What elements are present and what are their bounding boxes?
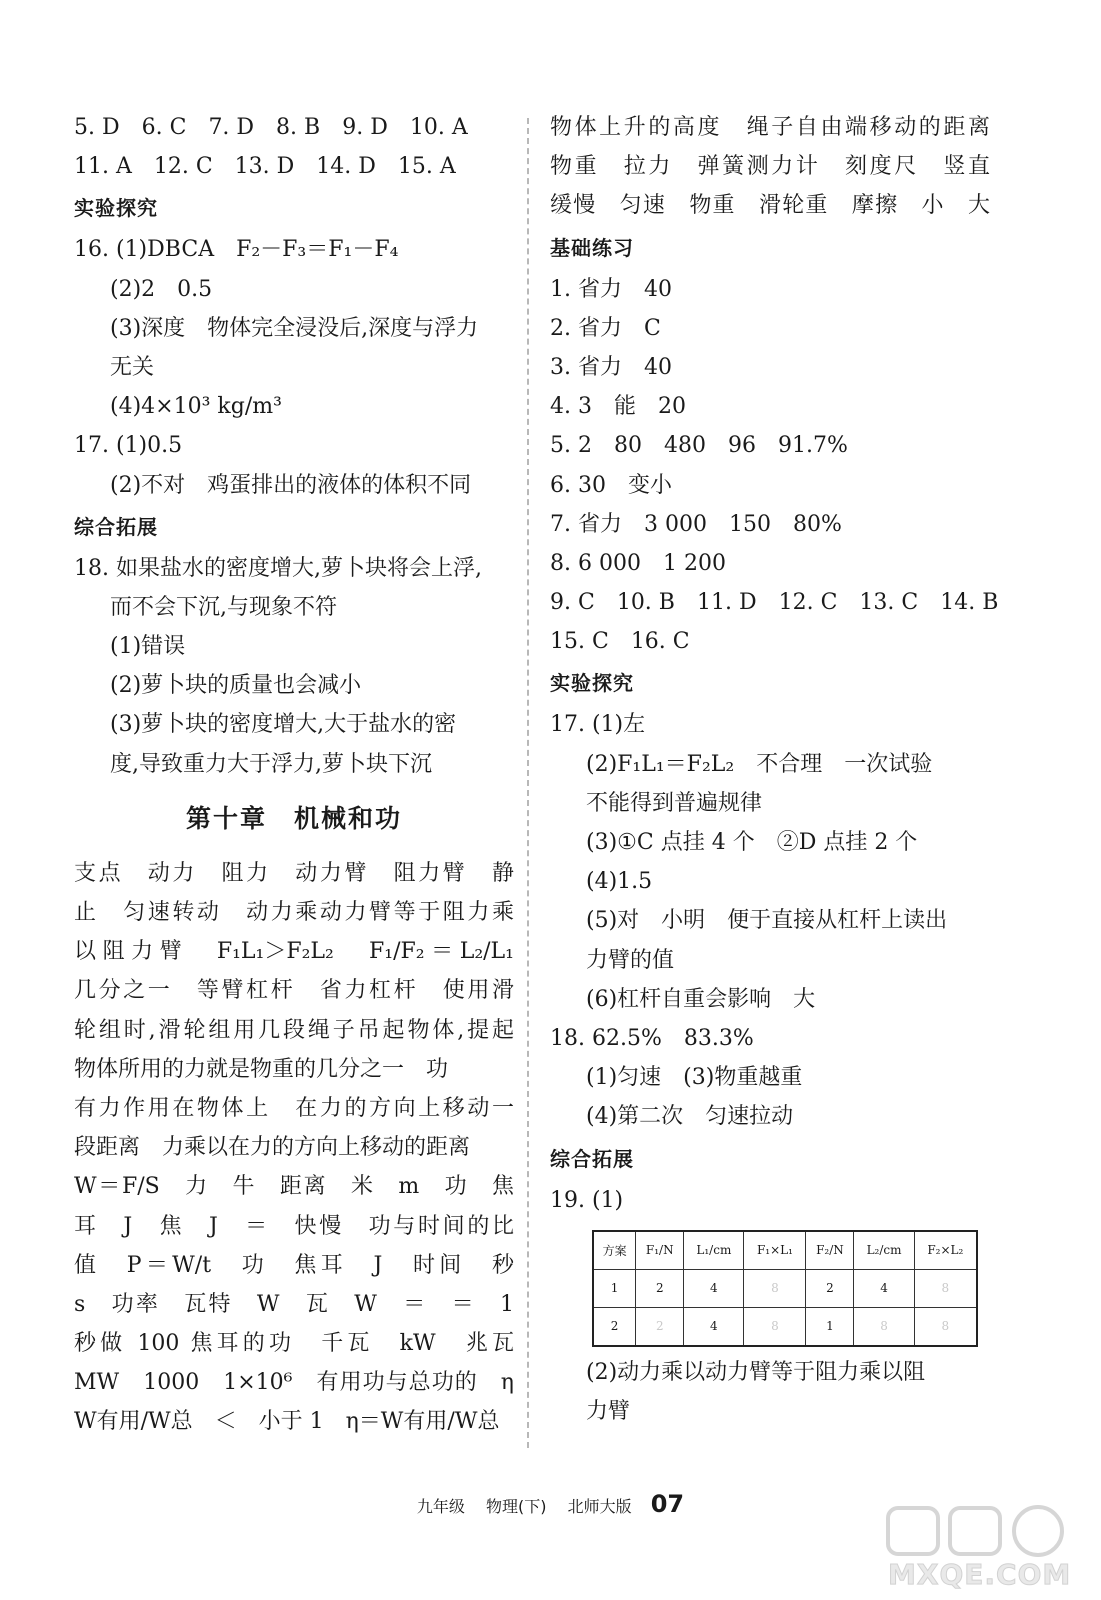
table-header-cell: F₂/N <box>806 1231 854 1270</box>
answer-line: 8. 6 000 1 200 <box>550 550 726 576</box>
table-cell: 8 <box>914 1269 977 1307</box>
answer-line: 17. (1)左 <box>550 712 646 738</box>
answer-line: 5. D 6. C 7. D 8. B 9. D 10. A <box>74 115 468 140</box>
table-header-cell: F₂×L₂ <box>914 1231 977 1270</box>
answer-line: 值 P＝W/t 功 焦耳 J 时间 秒 <box>74 1252 514 1278</box>
table-row <box>593 1307 977 1346</box>
section-heading: 基础练习 <box>550 235 634 260</box>
answer-line: (6)杠杆自重会影响 大 <box>586 986 816 1012</box>
table-header-cell: L₂/cm <box>854 1231 914 1270</box>
answer-line: 17. (1)0.5 <box>74 433 183 459</box>
footer-grade: 九年级 <box>416 1497 465 1516</box>
lever-data-table <box>592 1230 978 1347</box>
answer-line: (3)深度 物体完全浸没后,深度与浮力 <box>110 315 479 341</box>
right-column <box>550 108 999 1431</box>
answer-line: 有力作用在物体上 在力的方向上移动一 <box>74 1095 514 1121</box>
table-cell: 1 <box>806 1307 854 1346</box>
answer-line: W有用/W总 ＜ 小于 1 η＝W有用/W总 <box>74 1409 500 1435</box>
table-cell: 4 <box>684 1307 744 1346</box>
answer-line: (2)动力乘以动力臂等于阻力乘以阻 <box>586 1359 926 1385</box>
table-cell: 2 <box>806 1269 854 1307</box>
answer-line: (4)4×10³ kg/m³ <box>110 394 282 420</box>
answer-line: 16. (1)DBCA F₂－F₃＝F₁－F₄ <box>74 237 399 263</box>
lever-data-table-wrap <box>592 1230 990 1347</box>
table-cell: 8 <box>744 1307 806 1346</box>
left-column <box>74 108 514 1442</box>
table-cell: 1 <box>593 1269 636 1307</box>
footer-edition: 北师大版 <box>567 1497 632 1516</box>
answer-line: (2)F₁L₁＝F₂L₂ 不合理 一次试验 <box>586 751 933 777</box>
table-cell: 4 <box>854 1269 914 1307</box>
answer-line: MW 1000 1×10⁶ 有用功与总功的 η <box>74 1370 514 1396</box>
right-column-lower <box>550 1353 990 1431</box>
answer-line: 秒做 100 焦耳的功 千瓦 kW 兆瓦 <box>74 1331 514 1357</box>
page-number: 07 <box>650 1490 685 1518</box>
answer-line: (2)萝卜块的质量也会减小 <box>110 673 362 699</box>
section-heading: 实验探究 <box>550 671 634 696</box>
answer-line: 缓慢 匀速 物重 滑轮重 摩擦 小 大 <box>550 193 990 219</box>
answer-line: 物体上升的高度 绳子自由端移动的距离 <box>550 115 990 140</box>
section-heading: 综合拓展 <box>550 1146 634 1171</box>
table-cell: 2 <box>636 1307 684 1346</box>
table-header-row <box>593 1231 977 1270</box>
table-header-cell: F₁/N <box>636 1231 684 1270</box>
column-divider <box>527 118 529 1448</box>
answer-line: s 功率 瓦特 W 瓦 W ＝ ＝ 1 <box>74 1291 514 1317</box>
answer-line: 而不会下沉,与现象不符 <box>110 594 337 620</box>
answer-line: 段距离 力乘以在力的方向上移动的距离 <box>74 1135 471 1161</box>
watermark-logo-icon <box>868 1500 1093 1560</box>
table-header-cell: 方案 <box>593 1231 636 1270</box>
answer-line: 以阻力臂 F₁L₁＞F₂L₂ F₁/F₂＝L₂/L₁ <box>74 939 514 965</box>
table-cell: 2 <box>593 1307 636 1346</box>
watermark-text: MXQE.COM <box>888 1558 1072 1591</box>
table-cell: 8 <box>914 1307 977 1346</box>
answer-line: 6. 30 变小 <box>550 472 672 498</box>
answer-line: 5. 2 80 480 96 91.7% <box>550 433 848 459</box>
answer-line: (5)对 小明 便于直接从杠杆上读出 <box>586 908 948 934</box>
answer-line: 止 匀速转动 动力乘动力臂等于阻力乘 <box>74 900 514 925</box>
answer-line: (3)①C 点挂 4 个 ②D 点挂 2 个 <box>586 830 918 855</box>
watermark-logo <box>868 1500 1093 1592</box>
answer-line: 9. C 10. B 11. D 12. C 13. C 14. B <box>550 590 999 616</box>
answer-line: 物体所用的力就是物重的几分之一 功 <box>74 1056 449 1082</box>
answer-line: 18. 62.5% 83.3% <box>550 1025 754 1051</box>
answer-line: (2)不对 鸡蛋排出的液体的体积不同 <box>110 472 472 498</box>
answer-line: 耳 J 焦 J ＝ 快慢 功与时间的比 <box>74 1213 514 1239</box>
section-heading: 实验探究 <box>74 196 158 221</box>
answer-line: (1)匀速 (3)物重越重 <box>586 1065 803 1091</box>
answer-line: (4)1.5 <box>586 869 653 895</box>
answer-line: 力臂 <box>586 1398 631 1424</box>
chapter-title: 第十章 机械和功 <box>185 803 402 833</box>
answer-line: 度,导致重力大于浮力,萝卜块下沉 <box>110 751 432 777</box>
answer-line: 2. 省力 C <box>550 315 661 341</box>
table-cell: 8 <box>854 1307 914 1346</box>
answer-line: (2)2 0.5 <box>110 276 213 302</box>
answer-line: (3)萝卜块的密度增大,大于盐水的密 <box>110 712 457 738</box>
section-heading: 综合拓展 <box>74 514 158 539</box>
answer-line: 4. 3 能 20 <box>550 394 686 420</box>
answer-line: 不能得到普遍规律 <box>586 790 763 816</box>
table-cell: 4 <box>684 1269 744 1307</box>
answer-line: 18. 如果盐水的密度增大,萝卜块将会上浮, <box>74 555 482 581</box>
table-row <box>593 1269 977 1307</box>
table-header-cell: F₁×L₁ <box>744 1231 806 1270</box>
answer-line: 轮组时,滑轮组用几段绳子吊起物体,提起 <box>74 1017 514 1043</box>
footer-subject: 物理(下) <box>486 1497 547 1516</box>
answer-line: 7. 省力 3 000 150 80% <box>550 511 842 537</box>
answer-line: (4)第二次 匀速拉动 <box>586 1104 794 1130</box>
right-column-upper <box>550 108 999 1220</box>
table-header-cell: L₁/cm <box>684 1231 744 1270</box>
answer-line: 物重 拉力 弹簧测力计 刻度尺 竖直 <box>550 154 990 180</box>
answer-line: 几分之一 等臂杠杆 省力杠杆 使用滑 <box>74 978 514 1004</box>
answer-line: 力臂的值 <box>586 947 675 973</box>
answer-line: 1. 省力 40 <box>550 276 672 302</box>
answer-line: 支点 动力 阻力 动力臂 阻力臂 静 <box>74 860 514 886</box>
answer-line: 15. C 16. C <box>550 629 690 655</box>
table-cell: 2 <box>636 1269 684 1307</box>
answer-line: 无关 <box>110 354 155 380</box>
answer-line: 19. (1) <box>550 1187 624 1213</box>
answer-line: 11. A 12. C 13. D 14. D 15. A <box>74 154 456 180</box>
answer-line: 3. 省力 40 <box>550 354 672 380</box>
table-cell: 8 <box>744 1269 806 1307</box>
answer-line: (1)错误 <box>110 634 186 660</box>
answer-line: W＝F/S 力 牛 距离 米 m 功 焦 <box>74 1174 514 1200</box>
